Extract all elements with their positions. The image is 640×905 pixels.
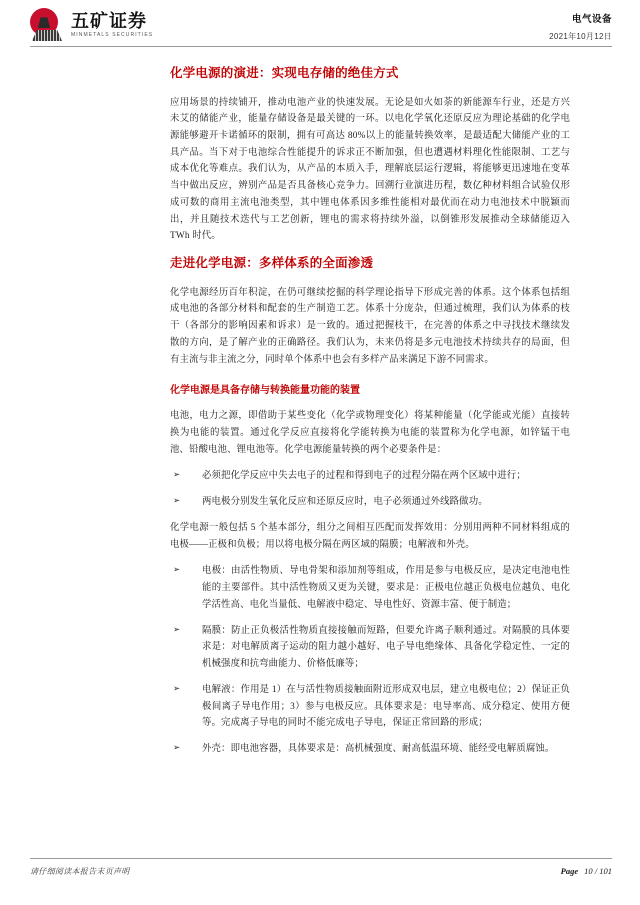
page-label: Page xyxy=(560,866,579,876)
list-item-text: 必须把化学反应中失去电子的过程和得到电子的过程分隔在两个区域中进行； xyxy=(202,471,526,482)
header-topic: 电气设备 xyxy=(571,14,612,25)
page-content xyxy=(0,47,640,758)
bullet-arrow-icon: ➢ xyxy=(173,496,181,507)
bullet-arrow-icon: ➢ xyxy=(173,624,181,635)
subsection-paragraph-2: 化学电源一般包括 5 个基本部分，组分之间相互匹配而发挥效用：分别用两种不同材料组成的电极——正极和负极；用以将电极分隔在两区域的隔膜；电解液和外壳。 xyxy=(170,522,570,550)
list-item xyxy=(170,623,570,673)
footer-divider xyxy=(30,858,612,859)
subsection-title: 化学电源是具备存储与转换能量功能的装置 xyxy=(170,385,360,397)
conditions-list xyxy=(170,468,570,510)
brand-text xyxy=(71,12,153,38)
list-item-text: 电极：由活性物质、导电骨架和添加剂等组成，作用是参与电极反应，是决定电池电性能的主要部件。其中活性物质又更为关键，要求是：正极电位越正负极电位越负、电化学活性高、电化当量低、电解液中稳定、导电性好、资源丰富、便于制造； xyxy=(202,566,570,610)
bullet-arrow-icon: ➢ xyxy=(173,683,181,694)
bullet-arrow-icon: ➢ xyxy=(173,743,181,754)
bullet-arrow-icon: ➢ xyxy=(173,470,181,481)
brand-name-en: MINMETALS SECURITIES xyxy=(71,32,154,38)
header-date: 2021年10月12日 xyxy=(549,32,612,41)
page-header xyxy=(0,0,640,44)
section-title-1: 化学电源的演进：实现电存储的绝佳方式 xyxy=(170,66,399,80)
logo-base-shape xyxy=(32,29,62,41)
list-item xyxy=(170,468,570,485)
bullet-arrow-icon: ➢ xyxy=(173,565,181,576)
list-item-text: 隔膜：防止正负极活性物质直接接触而短路，但要允许离子顺利通过。对隔膜的具体要求是：对电解质离子运动的阻力越小越好、电子导电绝缘体、具备化学稳定性、一定的机械强度和抗弯曲能力、价格低廉等； xyxy=(202,625,570,670)
list-item xyxy=(170,563,570,613)
list-item-text: 两电极分别发生氧化反应和还原反应时，电子必须通过外线路做功。 xyxy=(202,497,488,508)
list-item xyxy=(170,682,570,732)
list-item xyxy=(170,741,570,758)
subsection-paragraph-1: 电池，电力之源，即借助于某些变化（化学或物理变化）将某种能量（化学能或光能）直接转换为电能的装置。通过化学反应直接将化学能转换为电能的装置称为化学电源，如锌锰干电池、铅酸电池、锂电池等。化学电源能量转换的两个必要条件是： xyxy=(170,411,570,455)
page-footer xyxy=(0,858,640,877)
list-item-text: 外壳：即电池容器，具体要求是：高机械强度、耐高低温环境、能经受电解质腐蚀。 xyxy=(202,744,555,755)
brand-block xyxy=(30,8,153,42)
footer-page-number xyxy=(561,866,612,876)
footer-disclaimer: 请仔细阅读本报告末页声明 xyxy=(30,867,130,876)
page-value: 10 / 101 xyxy=(584,866,612,876)
section-1-paragraph: 应用场景的持续铺开，推动电池产业的快速发展。无论是如火如荼的新能源车行业，还是方兴未艾的储能产业，能量存储设备是最关键的一环。以电化学氧化还原反应为理论基础的化学电源能够避开卡诺循环的限制，拥有可高达 80%以上的能量转换效率，是最适配大储能产业的工具产品。当下对于电池综合性能提升的诉求正不断加强，但也遭遇材料理化性能限制、工艺与成本优化等难点。我们认为，从产品的本质入手，理解底层运行逻辑，将能够更迅速地在变革当中做出反应，辨别产品是否具备核心竞争力。回溯行业演进历程，数亿种材料组合试验仅形成可数的商用主流电池类型，其中锂电体系因多维性能相对最优而在动力电池技术中脱颖而出，并且随技术迭代与工艺创新，锂电的需求将持续外溢，以倒锥形发展推动全球储能迈入 TWh 时代。 xyxy=(170,97,570,242)
list-item-text: 电解液：作用是 1）在与活性物质接触面附近形成双电层，建立电极电位；2）保证正负极间离子导电作用；3）参与电极反应。具体要求是：电导率高、成分稳定、使用方便等。完成离子导电的同时不能完成电子导电，保证正常回路的形成； xyxy=(202,684,570,729)
minmetals-circle-logo-icon xyxy=(30,8,64,42)
header-meta xyxy=(549,8,612,42)
section-title-2: 走进化学电源：多样体系的全面渗透 xyxy=(170,256,374,271)
section-2-paragraph: 化学电源经历百年积淀，在仍可继续挖掘的科学理论指导下形成完善的体系。这个体系包括组成电池的各部分材料和配套的生产制造工艺。体系十分庞杂，但通过梳理，我们认为体系的枝干（各部分的影响因素和诉求）是一致的。通过把握枝干，在完善的体系之中寻找技术继续发散的方向，是了解产业的正确路径。我们认为，未来仍将是多元电池技术持续共存的局面，但有主流与非主流之分，同时单个体系中也会有多样产品来满足下游不同需求。 xyxy=(170,287,570,365)
brand-name-cn: 五矿证券 xyxy=(71,11,147,31)
list-item xyxy=(170,494,570,511)
components-list xyxy=(170,563,570,757)
